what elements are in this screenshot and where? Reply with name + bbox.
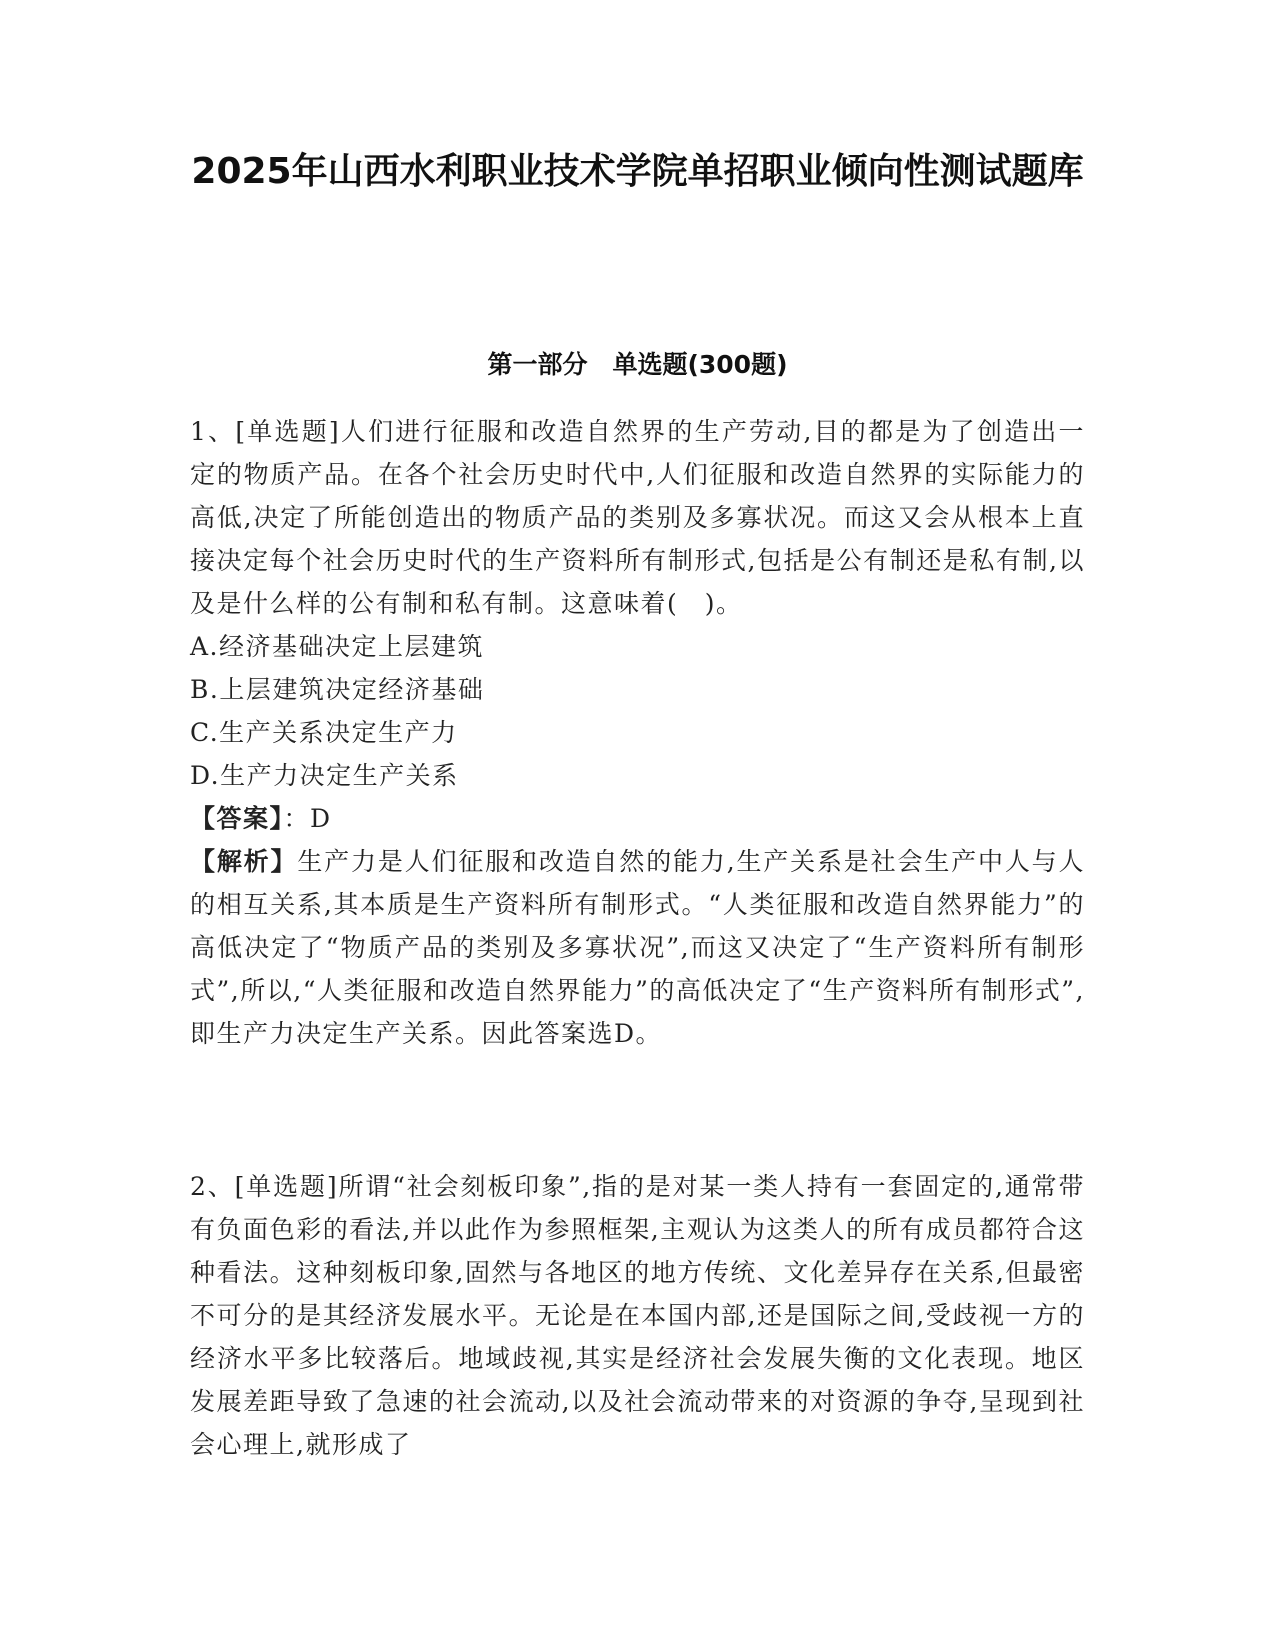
question-1-option-b: B.上层建筑决定经济基础 — [190, 675, 485, 704]
question-1-option-c: C.生产关系决定生产力 — [190, 718, 458, 747]
question-1-analysis — [190, 840, 1085, 1055]
document-title: 2025年山西水利职业技术学院单招职业倾向性测试题库 — [191, 151, 1084, 192]
answer-value: ：D — [283, 804, 332, 833]
question-1 — [190, 410, 1085, 1055]
question-1-option-d: D.生产力决定生产关系 — [190, 761, 459, 790]
answer-label: 【答案】 — [190, 804, 284, 833]
analysis-label: 【解析】 — [190, 847, 298, 876]
question-1-option-a: A.经济基础决定上层建筑 — [190, 632, 485, 661]
analysis-text: 生产力是人们征服和改造自然的能力,生产关系是社会生产中人与人的相互关系,其本质是生产资料所有制形式。“人类征服和改造自然界能力”的高低决定了“物质产品的类别及多寡状况”,而这又决定了“生产资料所有制形式”,所以,“人类征服和改造自然界能力”的高低决定了“生产资料所有制形式”,即生产力决定生产关系。因此答案选D。 — [190, 847, 1085, 1048]
question-2 — [190, 1165, 1085, 1466]
question-1-stem: 1、[单选题]人们进行征服和改造自然界的生产劳动,目的都是为了创造出一定的物质产品。在各个社会历史时代中,人们征服和改造自然界的实际能力的高低,决定了所能创造出的物质产品的类别及多寡状况。而这又会从根本上直接决定每个社会历史时代的生产资料所有制形式,包括是公有制还是私有制,以及是什么样的公有制和私有制。这意味着( )。 — [190, 417, 1085, 618]
section-heading: 第一部分 单选题(300题) — [487, 350, 788, 379]
question-1-answer — [190, 797, 1085, 840]
question-2-stem: 2、[单选题]所谓“社会刻板印象”,指的是对某一类人持有一套固定的,通常带有负面色彩的看法,并以此作为参照框架,主观认为这类人的所有成员都符合这种看法。这种刻板印象,固然与各地区的地方传统、文化差异存在关系,但最密不可分的是其经济发展水平。无论是在本国内部,还是国际之间,受歧视一方的经济水平多比较落后。地域歧视,其实是经济社会发展失衡的文化表现。地区发展差距导致了急速的社会流动,以及社会流动带来的对资源的争夺,呈现到社会心理上,就形成了 — [190, 1172, 1085, 1459]
